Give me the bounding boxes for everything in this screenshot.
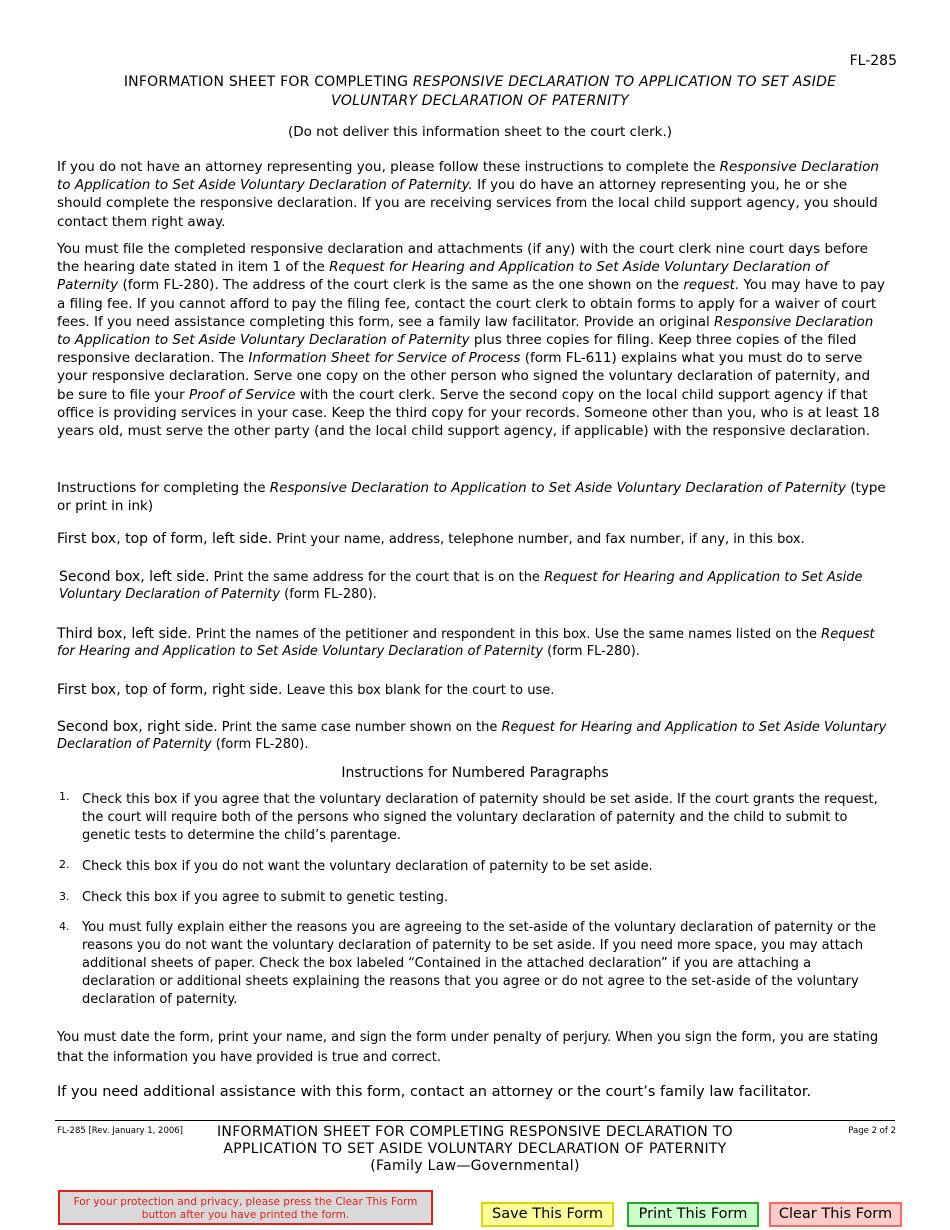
box-2-form-name: Request for Hearing and Application to Set Aside Voluntary Declaration of Paternity <box>59 570 863 602</box>
box-instruction-4 <box>57 682 887 700</box>
box-3-text: Print the names of the petitioner and respondent in this box. Use the same names listed on the <box>191 627 822 642</box>
box-2-text: Print the same address for the court that is on the <box>209 570 545 585</box>
form-number: FL-285 <box>849 53 897 69</box>
filing-text-a: You must file the completed responsive declaration and attachments (if any) with the court clerk nine court days before the hearing date stated in item 1 of the <box>57 241 868 276</box>
instructions-intro-c: (type or print in ink) <box>57 480 886 515</box>
title-italic-line1: RESPONSIVE DECLARATION TO APPLICATION TO SET ASIDE <box>412 74 837 90</box>
footer-title-line1: INFORMATION SHEET FOR COMPLETING RESPONSIVE DECLARATION TO <box>217 1124 733 1140</box>
footer-revision: FL-285 [Rev. January 1, 2006] <box>57 1126 183 1136</box>
box-3-lead: Third box, left side. <box>57 626 192 642</box>
box-3-end: (form FL-280). <box>543 643 640 659</box>
box-5-end: (form FL-280). <box>211 736 309 752</box>
list-item: Check this box if you agree to submit to genetic testing. <box>82 890 449 905</box>
footer-divider <box>55 1120 895 1121</box>
list-item-number: 2. <box>59 858 70 871</box>
filing-text-g: plus three copies for filing. Keep three copies of the filed responsive declaration. The <box>57 332 857 367</box>
filing-text-request: request. <box>683 277 740 294</box>
page-title <box>60 73 900 111</box>
footer-title-line3: (Family Law—Governmental) <box>370 1158 580 1174</box>
box-5-text: Print the same case number shown on the <box>217 720 502 735</box>
instructions-intro-form-name: Responsive Declaration to Application to Set Aside Voluntary Declaration of Paternity <box>269 480 846 496</box>
box-4-lead: First box, top of form, right side. <box>57 682 283 698</box>
footer-title-line2: APPLICATION TO SET ASIDE VOLUNTARY DECLARATION OF PATERNITY <box>223 1141 727 1157</box>
list-item-number: 3. <box>59 890 70 903</box>
footer-title <box>180 1124 770 1175</box>
box-instruction-2 <box>59 569 889 603</box>
box-4-text: Leave this box blank for the court to use. <box>282 683 555 698</box>
box-5-form-name: Request for Hearing and Application to Set Aside Voluntary Declaration of Paternity <box>57 720 887 752</box>
box-2-end: (form FL-280). <box>280 586 377 602</box>
title-italic-line2: VOLUNTARY DECLARATION OF PATERNITY <box>331 93 629 109</box>
clear-form-button[interactable]: Clear This Form <box>769 1202 902 1227</box>
page-subtitle: (Do not deliver this information sheet to the court clerk.) <box>287 124 673 140</box>
box-5-lead: Second box, right side. <box>57 719 218 735</box>
list-item: Check this box if you do not want the voluntary declaration of paternity to be set aside. <box>82 859 653 874</box>
box-instruction-3 <box>57 626 887 660</box>
filing-text-k: with the court clerk. Serve the second copy on the local child support agency if that office is providing services in your case. Keep the third copy for your records. Someone other than you, who is at least 18 years old, must serve the other party (and the local child support agency, if applicable) with the responsive declaration. <box>57 386 880 440</box>
filing-text-i: (form FL-611) explains what you must do to serve your responsive declaration. Serve one copy on the other person who signed the voluntary declaration of paternity, and be sure to file your <box>57 350 871 403</box>
closing-paragraph: You must date the form, print your name, and sign the form under penalty of perjury. When you sign the form, you are stating that the information you have provided is true and correct. <box>57 1030 879 1065</box>
intro-text-c: If you do have an attorney representing you, he or she should complete the responsive declaration. If you are receiving services from the local child support agency, you should contact them right away. <box>57 177 878 230</box>
instructions-intro-a: Instructions for completing the <box>57 480 270 496</box>
filing-text-c: (form FL-280). The address of the court clerk is the same as the one shown on the <box>118 277 684 294</box>
list-item-number: 1. <box>59 790 70 803</box>
intro-paragraph <box>57 158 887 231</box>
numbered-heading: Instructions for Numbered Paragraphs <box>341 765 609 781</box>
box-3-form-name: Request for Hearing and Application to Set Aside Voluntary Declaration of Paternity <box>57 627 875 659</box>
filing-text-proof-of-service: Proof of Service <box>188 386 296 403</box>
box-instruction-5 <box>57 719 887 753</box>
final-note: If you need additional assistance with this form, contact an attorney or the court’s family law facilitator. <box>57 1084 812 1100</box>
box-instruction-1 <box>57 531 887 549</box>
title-plain: INFORMATION SHEET FOR COMPLETING <box>123 74 413 90</box>
intro-text-form-name: Responsive Declaration to Application to Set Aside Voluntary Declaration of Paternity. <box>57 159 879 194</box>
list-item: Check this box if you agree that the voluntary declaration of paternity should be set aside. If the court grants the request, the court will require both of the persons who signed the voluntary declaration of paternity and the child to submit to genetic tests to determine the child’s parentage. <box>82 792 878 843</box>
box-2-lead: Second box, left side. <box>59 569 210 585</box>
list-item-number: 4. <box>59 920 70 933</box>
filing-text-request-name: Request for Hearing and Application to Set Aside Voluntary Declaration of Paternity <box>57 259 829 294</box>
filing-text-e: You may have to pay a filing fee. If you cannot afford to pay the filing fee, contact the court clerk to obtain forms to apply for a waiver of court fees. If you need assistance completing this form, see a family law facilitator. Provide an original <box>57 277 885 330</box>
save-form-button[interactable]: Save This Form <box>481 1202 614 1227</box>
page-number: Page 2 of 2 <box>848 1126 896 1136</box>
intro-text-a: If you do not have an attorney representing you, please follow these instructions to complete the <box>57 159 720 175</box>
filing-text-form-name: Responsive Declaration to Application to Set Aside Voluntary Declaration of Paternity <box>57 313 874 349</box>
list-item: You must fully explain either the reasons you are agreeing to the set-aside of the voluntary declaration of paternity or the reasons you do not want the voluntary declaration of paternity to be set aside. If you need more space, you may attach additional sheets of paper. Check the box labeled “Contained in the attached declaration” if you are attaching a declaration or additional sheets explaining the reasons that you agree or do not agree to the set-aside of the voluntary declaration of paternity. <box>82 920 877 1007</box>
print-form-button[interactable]: Print This Form <box>627 1202 759 1227</box>
filing-text-info-sheet: Information Sheet for Service of Process <box>248 350 521 367</box>
box-1-lead: First box, top of form, left side. <box>57 531 273 547</box>
box-1-text: Print your name, address, telephone number, and fax number, if any, in this box. <box>272 532 805 547</box>
instructions-intro <box>57 479 887 515</box>
filing-paragraph <box>57 240 887 440</box>
privacy-notice: For your protection and privacy, please press the Clear This Form button after you have printed the form. <box>58 1190 433 1225</box>
